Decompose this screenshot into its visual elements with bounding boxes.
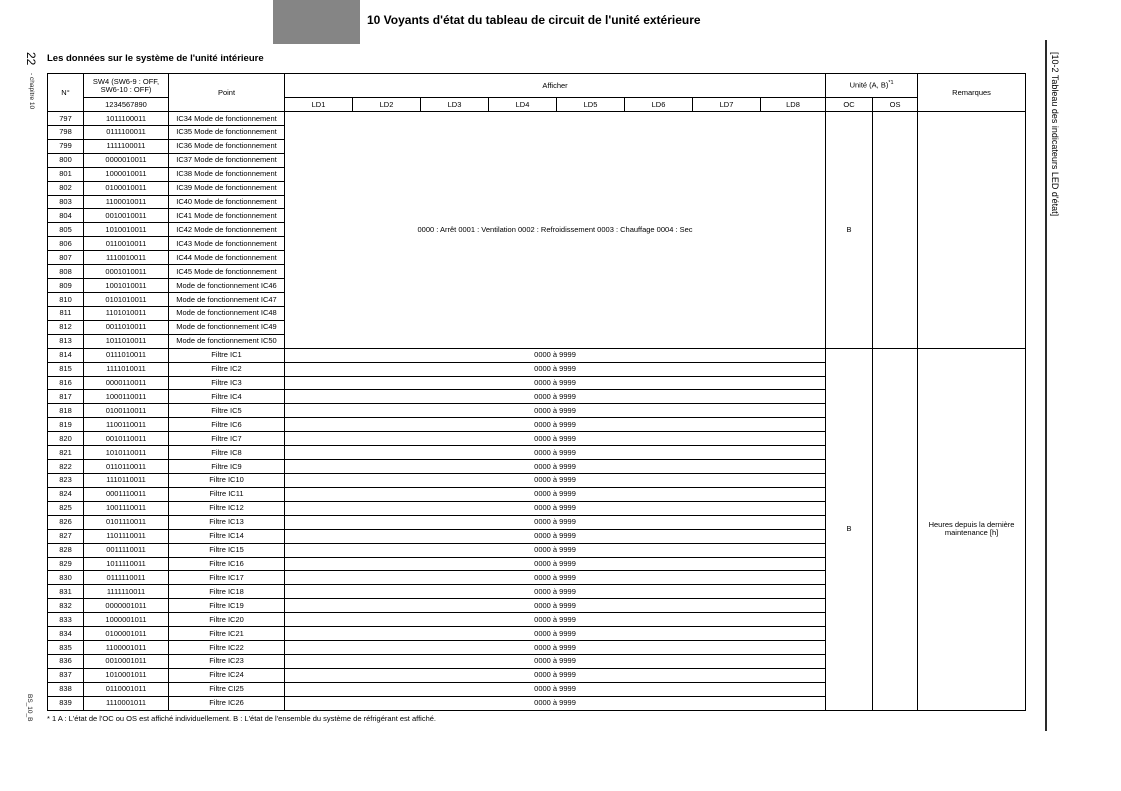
cell-afficher-range: 0000 à 9999	[285, 473, 826, 487]
cell-sw4: 1100110011	[84, 418, 169, 432]
cell-sw4: 1000110011	[84, 390, 169, 404]
cell-no: 813	[48, 334, 84, 348]
col-header-ld6: LD6	[625, 98, 693, 112]
col-header-ld2: LD2	[353, 98, 421, 112]
cell-no: 812	[48, 320, 84, 334]
cell-afficher-range: 0000 à 9999	[285, 585, 826, 599]
cell-sw4: 0010110011	[84, 432, 169, 446]
cell-afficher-range: 0000 à 9999	[285, 362, 826, 376]
cell-no: 798	[48, 125, 84, 139]
cell-point: Mode de fonctionnement IC49	[169, 320, 285, 334]
cell-afficher-range: 0000 à 9999	[285, 404, 826, 418]
cell-point: Mode de fonctionnement IC46	[169, 279, 285, 293]
cell-no: 804	[48, 209, 84, 223]
cell-sw4: 1100010011	[84, 195, 169, 209]
col-header-ld8: LD8	[761, 98, 826, 112]
cell-point: IC42 Mode de fonctionnement	[169, 223, 285, 237]
cell-no: 814	[48, 348, 84, 362]
cell-no: 825	[48, 501, 84, 515]
cell-point: Filtre IC12	[169, 501, 285, 515]
col-header-unite	[826, 74, 918, 98]
cell-no: 820	[48, 432, 84, 446]
cell-no: 808	[48, 265, 84, 279]
cell-sw4: 0110001011	[84, 682, 169, 696]
cell-sw4: 1101110011	[84, 529, 169, 543]
cell-afficher-range: 0000 à 9999	[285, 668, 826, 682]
cell-sw4: 1111100011	[84, 139, 169, 153]
cell-no: 821	[48, 446, 84, 460]
cell-point: Filtre IC26	[169, 696, 285, 710]
cell-no: 839	[48, 696, 84, 710]
cell-sw4: 0001010011	[84, 265, 169, 279]
cell-afficher-range: 0000 à 9999	[285, 557, 826, 571]
cell-sw4: 1011010011	[84, 334, 169, 348]
cell-sw4: 1110001011	[84, 696, 169, 710]
cell-no: 829	[48, 557, 84, 571]
cell-point: IC38 Mode de fonctionnement	[169, 167, 285, 181]
cell-oc: B	[826, 348, 873, 710]
table-row	[48, 112, 1026, 126]
cell-sw4: 0111110011	[84, 571, 169, 585]
cell-no: 803	[48, 195, 84, 209]
cell-no: 801	[48, 167, 84, 181]
cell-sw4: 0110110011	[84, 460, 169, 474]
cell-sw4: 1111010011	[84, 362, 169, 376]
cell-point: Filtre IC11	[169, 487, 285, 501]
cell-point: Filtre IC16	[169, 557, 285, 571]
cell-no: 819	[48, 418, 84, 432]
cell-sw4: 1101010011	[84, 306, 169, 320]
cell-point: Filtre IC5	[169, 404, 285, 418]
cell-no: 815	[48, 362, 84, 376]
cell-point: Filtre IC6	[169, 418, 285, 432]
cell-point: IC43 Mode de fonctionnement	[169, 237, 285, 251]
cell-point: IC35 Mode de fonctionnement	[169, 125, 285, 139]
cell-no: 818	[48, 404, 84, 418]
unite-footnote-ref: *1	[888, 80, 894, 87]
cell-point: Filtre IC3	[169, 376, 285, 390]
cell-afficher-range: 0000 à 9999	[285, 460, 826, 474]
led-status-table	[47, 73, 1026, 711]
cell-no: 831	[48, 585, 84, 599]
col-header-ld3: LD3	[421, 98, 489, 112]
cell-point: Filtre IC19	[169, 599, 285, 613]
cell-sw4: 1011100011	[84, 112, 169, 126]
table-row	[48, 348, 1026, 362]
cell-point: Filtre IC13	[169, 515, 285, 529]
cell-sw4: 1110010011	[84, 251, 169, 265]
cell-sw4: 0111010011	[84, 348, 169, 362]
cell-no: 799	[48, 139, 84, 153]
cell-no: 810	[48, 292, 84, 306]
col-header-ld7: LD7	[693, 98, 761, 112]
cell-sw4: 1000010011	[84, 167, 169, 181]
cell-point: IC36 Mode de fonctionnement	[169, 139, 285, 153]
sw4-header-line1: SW4 (SW6-9 : OFF,	[92, 76, 160, 86]
col-header-point: Point	[169, 74, 285, 112]
cell-point: IC40 Mode de fonctionnement	[169, 195, 285, 209]
cell-point: Filtre IC14	[169, 529, 285, 543]
cell-sw4: 0001110011	[84, 487, 169, 501]
cell-sw4: 0011110011	[84, 543, 169, 557]
cell-no: 816	[48, 376, 84, 390]
page-number: 22	[24, 52, 38, 66]
cell-afficher-range: 0000 à 9999	[285, 390, 826, 404]
col-header-sw4	[84, 74, 169, 98]
cell-sw4: 0000110011	[84, 376, 169, 390]
cell-point: Mode de fonctionnement IC47	[169, 292, 285, 306]
col-header-no: N°	[48, 74, 84, 112]
cell-sw4: 0111100011	[84, 125, 169, 139]
cell-no: 807	[48, 251, 84, 265]
col-header-os: OS	[873, 98, 918, 112]
cell-no: 838	[48, 682, 84, 696]
cell-no: 797	[48, 112, 84, 126]
cell-no: 827	[48, 529, 84, 543]
cell-afficher-range: 0000 à 9999	[285, 613, 826, 627]
cell-sw4: 1001010011	[84, 279, 169, 293]
sw4-header-line2: SW6-10 : OFF)	[100, 84, 152, 94]
cell-point: IC34 Mode de fonctionnement	[169, 112, 285, 126]
cell-point: IC44 Mode de fonctionnement	[169, 251, 285, 265]
cell-no: 824	[48, 487, 84, 501]
left-margin-page-label	[22, 52, 40, 109]
cell-point: Mode de fonctionnement IC50	[169, 334, 285, 348]
cell-os	[873, 112, 918, 349]
footnote: * 1 A : L'état de l'OC ou OS est affiché individuellement. B : L'état de l'ensemble du système de réfrigérant est affiché.	[47, 714, 437, 723]
cell-no: 806	[48, 237, 84, 251]
cell-sw4: 1011110011	[84, 557, 169, 571]
cell-sw4: 1001110011	[84, 501, 169, 515]
cell-afficher-range: 0000 à 9999	[285, 376, 826, 390]
cell-point: Filtre IC20	[169, 613, 285, 627]
cell-point: IC39 Mode de fonctionnement	[169, 181, 285, 195]
cell-no: 836	[48, 654, 84, 668]
cell-afficher-range: 0000 à 9999	[285, 529, 826, 543]
col-header-sw4-digits: 1234567890	[84, 98, 169, 112]
cell-sw4: 0110010011	[84, 237, 169, 251]
cell-no: 833	[48, 613, 84, 627]
cell-afficher-range: 0000 à 9999	[285, 487, 826, 501]
cell-afficher-range: 0000 à 9999	[285, 446, 826, 460]
cell-remarques	[918, 112, 1026, 349]
cell-point: Filtre IC2	[169, 362, 285, 376]
cell-afficher-range: 0000 à 9999	[285, 571, 826, 585]
section-title: Les données sur le système de l'unité intérieure	[47, 53, 264, 64]
right-margin-section-label: [10-2 Tableau des indicateurs LED d'état]	[1050, 52, 1060, 217]
col-header-ld1: LD1	[285, 98, 353, 112]
cell-point: IC41 Mode de fonctionnement	[169, 209, 285, 223]
cell-afficher-range: 0000 à 9999	[285, 654, 826, 668]
cell-sw4: 1010001011	[84, 668, 169, 682]
cell-sw4: 1010010011	[84, 223, 169, 237]
doc-code: BS_10_B	[26, 694, 33, 722]
cell-afficher-range: 0000 à 9999	[285, 348, 826, 362]
unite-label: Unité (A, B)	[849, 80, 889, 90]
cell-os	[873, 348, 918, 710]
page-title: 10 Voyants d'état du tableau de circuit de l'unité extérieure	[367, 13, 701, 27]
cell-sw4: 0010010011	[84, 209, 169, 223]
cell-no: 826	[48, 515, 84, 529]
cell-afficher-range: 0000 à 9999	[285, 641, 826, 655]
cell-sw4: 0100001011	[84, 627, 169, 641]
cell-point: IC45 Mode de fonctionnement	[169, 265, 285, 279]
cell-point: Filtre CI25	[169, 682, 285, 696]
cell-point: Filtre IC8	[169, 446, 285, 460]
cell-no: 832	[48, 599, 84, 613]
cell-sw4: 1100001011	[84, 641, 169, 655]
cell-point: Filtre IC21	[169, 627, 285, 641]
cell-point: IC37 Mode de fonctionnement	[169, 153, 285, 167]
cell-sw4: 1000001011	[84, 613, 169, 627]
chapter-label: - chapitre 10	[28, 72, 35, 109]
cell-afficher-range: 0000 à 9999	[285, 682, 826, 696]
cell-no: 835	[48, 641, 84, 655]
cell-sw4: 0101110011	[84, 515, 169, 529]
cell-afficher-range: 0000 à 9999	[285, 432, 826, 446]
cell-sw4: 1010110011	[84, 446, 169, 460]
cell-point: Filtre IC17	[169, 571, 285, 585]
cell-sw4: 1111110011	[84, 585, 169, 599]
cell-sw4: 0101010011	[84, 292, 169, 306]
cell-afficher-range: 0000 à 9999	[285, 501, 826, 515]
cell-no: 837	[48, 668, 84, 682]
cell-point: Filtre IC23	[169, 654, 285, 668]
cell-sw4: 1110110011	[84, 473, 169, 487]
cell-point: Filtre IC24	[169, 668, 285, 682]
cell-afficher-range: 0000 à 9999	[285, 543, 826, 557]
cell-afficher-range: 0000 à 9999	[285, 515, 826, 529]
cell-oc: B	[826, 112, 873, 349]
cell-no: 805	[48, 223, 84, 237]
chapter-gray-box	[273, 0, 360, 44]
cell-sw4: 0000001011	[84, 599, 169, 613]
cell-no: 823	[48, 473, 84, 487]
cell-afficher-range: 0000 à 9999	[285, 696, 826, 710]
cell-point: Filtre IC7	[169, 432, 285, 446]
cell-no: 834	[48, 627, 84, 641]
col-header-ld5: LD5	[557, 98, 625, 112]
cell-afficher-range: 0000 à 9999	[285, 599, 826, 613]
cell-no: 822	[48, 460, 84, 474]
cell-afficher-range: 0000 à 9999	[285, 418, 826, 432]
cell-sw4: 0011010011	[84, 320, 169, 334]
cell-no: 811	[48, 306, 84, 320]
cell-sw4: 0000010011	[84, 153, 169, 167]
cell-point: Filtre IC22	[169, 641, 285, 655]
cell-point: Filtre IC15	[169, 543, 285, 557]
cell-no: 817	[48, 390, 84, 404]
cell-remarques: Heures depuis la dernière maintenance [h]	[918, 348, 1026, 710]
cell-afficher-merged: 0000 : Arrêt 0001 : Ventilation 0002 : Refroidissement 0003 : Chauffage 0004 : Sec	[285, 112, 826, 349]
cell-no: 802	[48, 181, 84, 195]
col-header-oc: OC	[826, 98, 873, 112]
col-header-afficher: Afficher	[285, 74, 826, 98]
cell-sw4: 0100010011	[84, 181, 169, 195]
cell-point: Filtre IC1	[169, 348, 285, 362]
cell-no: 830	[48, 571, 84, 585]
cell-point: Mode de fonctionnement IC48	[169, 306, 285, 320]
cell-sw4: 0100110011	[84, 404, 169, 418]
cell-point: Filtre IC4	[169, 390, 285, 404]
cell-sw4: 0010001011	[84, 654, 169, 668]
right-margin-rule	[1045, 40, 1047, 731]
cell-afficher-range: 0000 à 9999	[285, 627, 826, 641]
cell-no: 800	[48, 153, 84, 167]
cell-point: Filtre IC18	[169, 585, 285, 599]
cell-point: Filtre IC10	[169, 473, 285, 487]
col-header-ld4: LD4	[489, 98, 557, 112]
cell-point: Filtre IC9	[169, 460, 285, 474]
cell-no: 809	[48, 279, 84, 293]
col-header-remarques: Remarques	[918, 74, 1026, 112]
cell-no: 828	[48, 543, 84, 557]
